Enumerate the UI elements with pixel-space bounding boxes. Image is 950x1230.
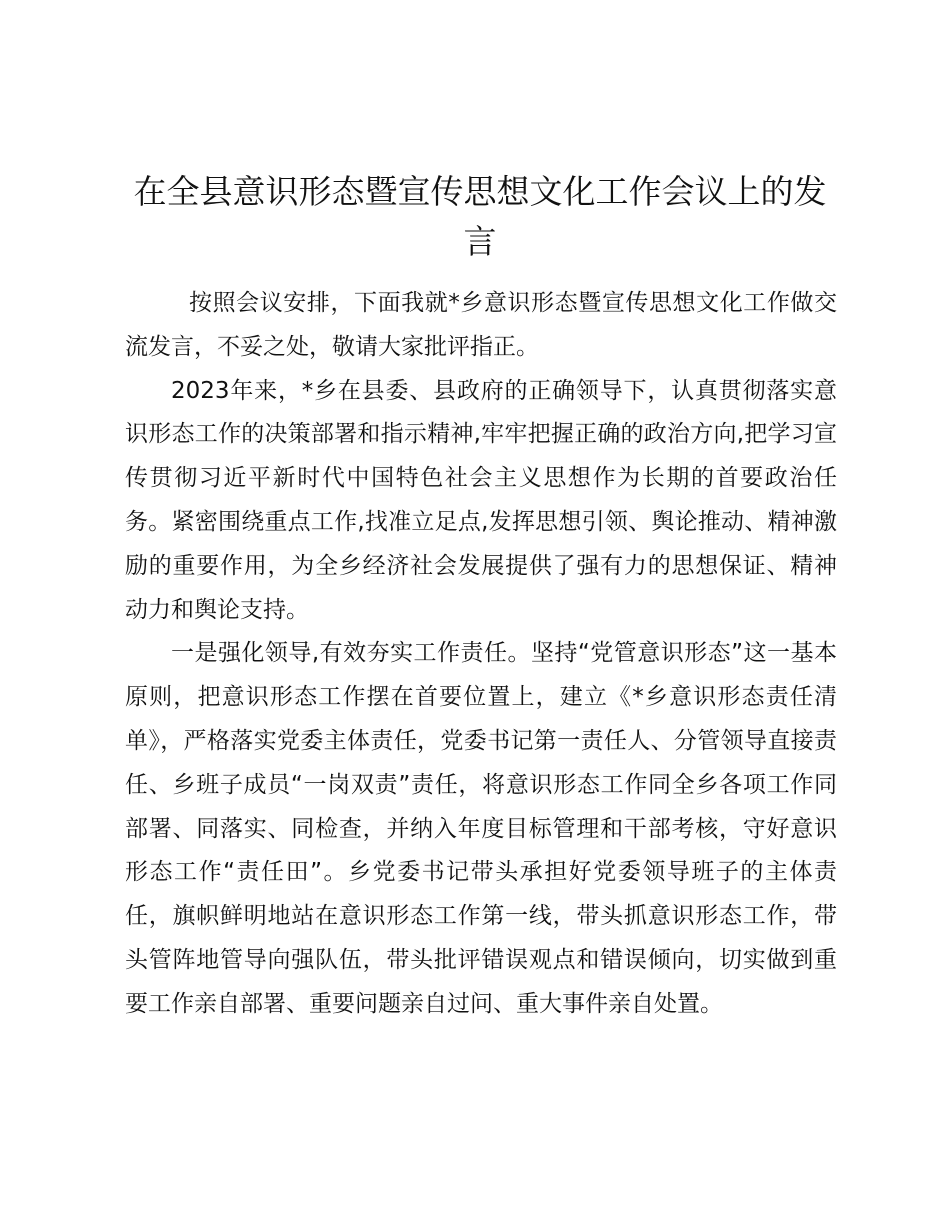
document-title: 在全县意识形态暨宣传思想文化工作会议上的发言 [133, 172, 827, 261]
paragraph-opening: 按照会议安排，下面我就*乡意识形态暨宣传思想文化工作做交流发言，不妥之处，敬请大家批评指正。 [125, 290, 837, 360]
paragraph-leadership: 一是强化领导,有效夯实工作责任。坚持“党管意识形态”这一基本原则，把意识形态工作摆在首要位置上，建立《*乡意识形态责任清单》，严格落实党委主体责任，党委书记第一责任人、分管领导直接责任、乡班子成员“一岗双责”责任，将意识形态工作同全乡各项工作同部署、同落实、同检查，并纳入年度目标管理和干部考核，守好意识形态工作“责任田”。乡党委书记带头承担好党委领导班子的主体责任，旗帜鲜明地站在意识形态工作第一线，带头抓意识形态工作，带头管阵地管导向强队伍，带头批评错误观点和错误倾向，切实做到重要工作亲自部署、重要问题亲自过问、重大事件亲自处置。 [125, 640, 837, 1017]
document-body [125, 282, 837, 1027]
paragraph-overview: 2023年来，*乡在县委、县政府的正确领导下，认真贯彻落实意识形态工作的决策部署和指示精神,牢牢把握正确的政治方向,把学习宣传贯彻习近平新时代中国特色社会主义思想作为长期的首要政治任务。紧密围绕重点工作,找准立足点,发挥思想引领、舆论推动、精神激励的重要作用，为全乡经济社会发展提供了强有力的思想保证、精神动力和舆论支持。 [125, 377, 837, 623]
